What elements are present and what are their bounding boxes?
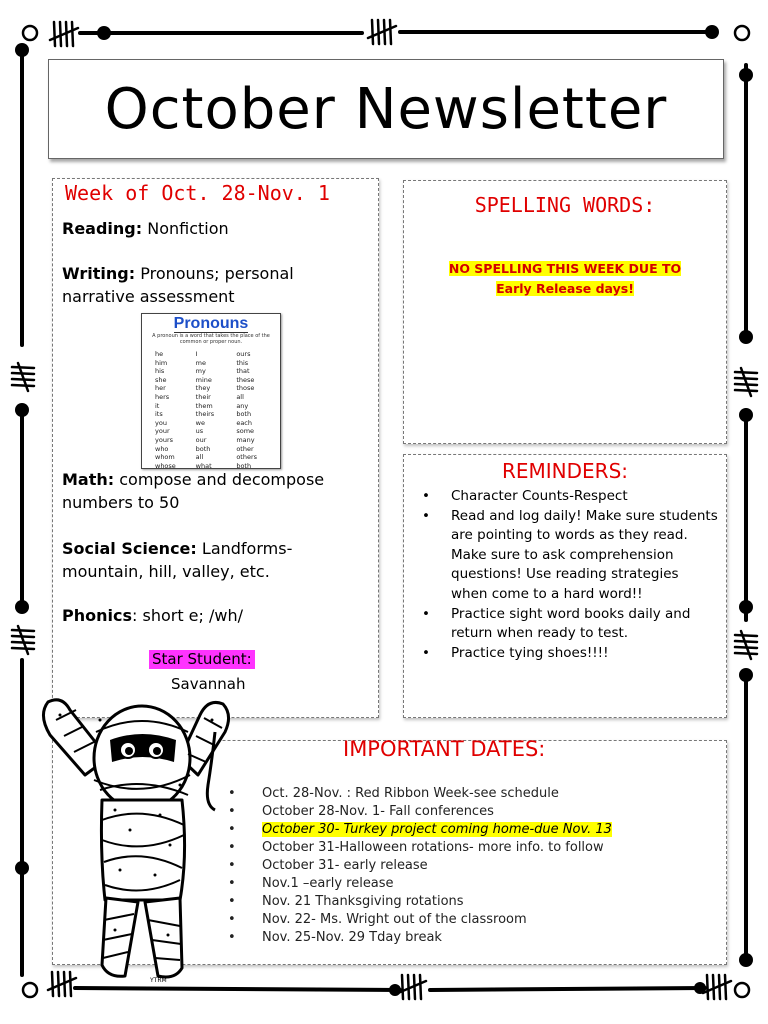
pronoun-word: those <box>236 384 255 393</box>
pronoun-word: all <box>195 453 204 462</box>
list-item: • Nov.1 –early release <box>228 875 612 893</box>
pronoun-word: it <box>155 401 160 410</box>
pronoun-word: me <box>195 358 206 367</box>
pronoun-word: your <box>155 427 170 436</box>
pronoun-word: you <box>155 418 167 427</box>
math-label: Math: <box>62 470 115 489</box>
pronoun-word: any <box>236 401 249 410</box>
clipart-signature: YTRM <box>150 977 167 984</box>
pronoun-word: her <box>155 384 166 393</box>
pronoun-word: both <box>195 444 211 453</box>
pronouns-subtitle: A pronoun is a word that takes the place of the common or proper noun. <box>152 333 270 345</box>
reading-item <box>62 217 362 240</box>
star-student-name: Savannah <box>171 675 246 693</box>
spelling-heading: SPELLING WORDS: <box>474 193 656 217</box>
pronoun-word: their <box>195 392 211 401</box>
pronoun-word: yours <box>155 435 174 444</box>
list-item: • Nov. 22- Ms. Wright out of the classroom <box>228 911 612 929</box>
pronoun-word: whose <box>155 461 176 469</box>
important-dates-heading: IMPORTANT DATES: <box>343 737 546 761</box>
pronoun-word: other <box>236 444 254 453</box>
reading-text: Nonfiction <box>147 219 229 238</box>
list-item: • Practice tying shoes!!!! <box>422 644 718 664</box>
list-item: • October 31-Halloween rotations- more info. to follow <box>228 839 612 857</box>
list-item: • Nov. 25-Nov. 29 Tday break <box>228 929 612 947</box>
social-science-label: Social Science: <box>62 539 197 558</box>
writing-item <box>62 262 332 308</box>
list-item: • Oct. 28-Nov. : Red Ribbon Week-see schedule <box>228 785 612 803</box>
phonics-item <box>62 604 362 627</box>
social-science-item <box>62 537 332 583</box>
phonics-label: Phonics <box>62 606 132 625</box>
reminders-heading: REMINDERS: <box>501 459 628 483</box>
list-item: • Character Counts-Respect <box>422 487 718 507</box>
star-student-label: Star Student: <box>149 650 255 669</box>
social-science-text: Landforms- mountain, hill, valley, etc. <box>62 539 293 581</box>
pronoun-word: he <box>155 350 164 358</box>
pronoun-word: us <box>195 427 204 436</box>
writing-label: Writing: <box>62 264 136 283</box>
pronoun-word: some <box>236 427 255 436</box>
pronoun-word: this <box>236 358 249 367</box>
list-item: • Read and log daily! Make sure students are pointing to words as they read. Make sure to ask comprehension questions! Use reading strategies when come to a hard word!! <box>422 507 718 605</box>
list-item: • October 31- early release <box>228 857 612 875</box>
pronoun-word: each <box>236 418 253 427</box>
mummy-clipart <box>30 640 235 985</box>
pronoun-word: my <box>195 367 206 376</box>
phonics-text: : short e; /wh/ <box>132 606 244 625</box>
week-heading: Week of Oct. 28-Nov. 1 <box>65 181 330 205</box>
pronoun-word: what <box>195 461 212 469</box>
pronoun-word: both <box>236 461 252 469</box>
pronoun-word: I <box>195 350 198 358</box>
pronoun-word: his <box>155 367 165 376</box>
list-item: • Nov. 21 Thanksgiving rotations <box>228 893 612 911</box>
spelling-note-line1: NO SPELLING THIS WEEK DUE TO <box>448 261 682 276</box>
list-item: • October 28-Nov. 1- Fall conferences <box>228 803 612 821</box>
pronoun-word: they <box>195 384 211 393</box>
spelling-section <box>403 180 727 444</box>
pronoun-word: him <box>155 358 168 367</box>
pronoun-word: ours <box>236 350 251 358</box>
math-item <box>62 468 362 514</box>
important-dates-list <box>228 785 612 947</box>
spelling-note-line2: Early Release days! <box>496 281 634 296</box>
pronoun-word: them <box>195 401 213 410</box>
pronoun-word: these <box>236 375 255 384</box>
reminders-list <box>422 487 718 663</box>
pronoun-word: mine <box>195 375 212 384</box>
pronoun-word: our <box>195 435 207 444</box>
pronoun-word: its <box>155 410 163 419</box>
pronoun-word: hers <box>155 392 170 401</box>
pronoun-word: many <box>236 435 255 444</box>
pronoun-word: others <box>236 453 258 462</box>
pronoun-word: who <box>155 444 169 453</box>
writing-text: Pronouns; personal narrative assessment <box>62 264 294 306</box>
reminders-section <box>403 454 727 718</box>
pronoun-word: all <box>236 392 244 401</box>
pronouns-chart-image <box>141 313 281 469</box>
pronouns-heading: Pronouns <box>173 315 249 332</box>
page-title: October Newsletter <box>104 76 668 142</box>
list-item: • Practice sight word books daily and return when ready to test. <box>422 605 718 644</box>
pronouns-word-grid <box>145 350 277 469</box>
math-text: compose and decompose numbers to 50 <box>62 470 325 512</box>
pronoun-word: we <box>195 418 205 427</box>
pronoun-word: she <box>155 375 167 384</box>
pronoun-word: that <box>236 367 250 376</box>
week-section <box>52 178 379 718</box>
title-banner <box>48 59 724 159</box>
pronoun-word: theirs <box>195 410 215 419</box>
pronoun-word: whom <box>155 453 175 462</box>
spelling-note <box>404 259 726 299</box>
list-item-highlighted: • October 30- Turkey project coming home-due Nov. 13 <box>228 821 612 839</box>
pronoun-word: both <box>236 410 252 419</box>
reading-label: Reading: <box>62 219 143 238</box>
